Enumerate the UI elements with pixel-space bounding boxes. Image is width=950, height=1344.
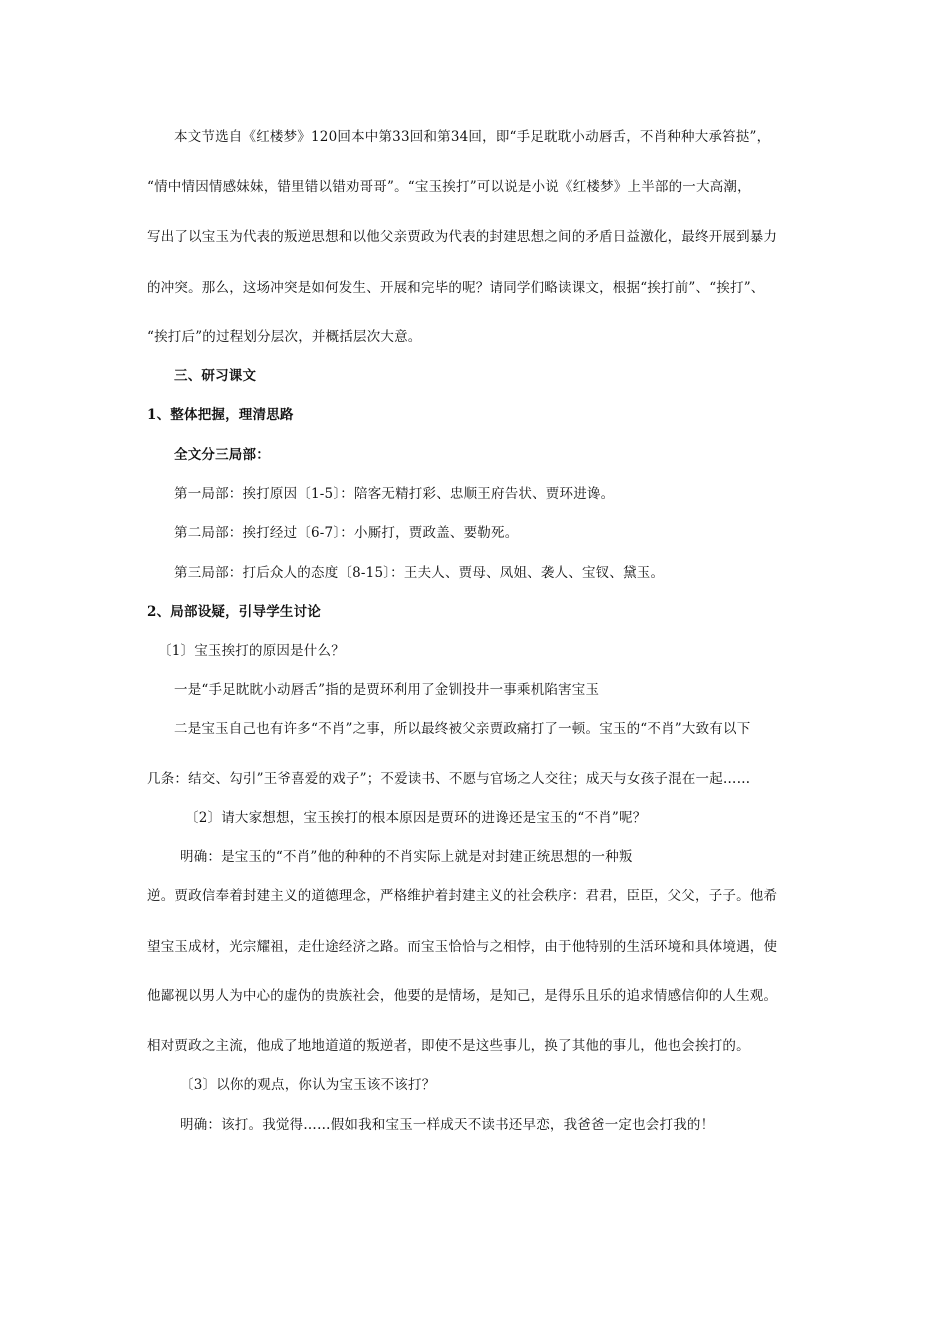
clarify-1-line-3: 望宝玉成材，光宗耀祖，走仕途经济之路。而宝玉恰恰与之相悖，由于他特别的生活环境和具体境遇，使 (147, 939, 778, 955)
clarify-1-line-2: 逆。贾政信奉着封建主义的道德理念，严格维护着封建主义的社会秩序：君君，臣臣，父父，子子。他希 (147, 888, 778, 904)
parts-heading: 全文分三局部： (174, 447, 270, 463)
clarify-2: 明确：该打。我觉得……假如我和宝玉一样成天不读书还早恋，我爸爸一定也会打我的！ (180, 1117, 715, 1133)
question-3: 〔3〕以你的观点，你认为宝玉该不该打？ (180, 1077, 436, 1093)
subheading-1: 1、整体把握，理清思路 (147, 407, 294, 423)
clarify-1-line-5: 相对贾政之主流，他成了地地道道的叛逆者，即使不是这些事儿，换了其他的事儿，他也会挨打的。 (147, 1038, 750, 1054)
section-heading-3: 三、研习课文 (174, 368, 257, 384)
part-3: 第三局部：打后众人的态度〔8-15〕：王夫人、贾母、凤姐、袭人、宝钗、黛玉。 (174, 565, 665, 581)
part-1: 第一局部：挨打原因〔1-5〕：陪客无精打彩、忠顺王府告状、贾环进谗。 (174, 486, 615, 502)
answer-1-line-2: 二是宝玉自己也有许多“不肖”之事，所以最终被父亲贾政痛打了一顿。宝玉的“不肖”大致有以下 (174, 721, 751, 737)
intro-line-5: “挨打后”的过程划分层次，并概括层次大意。 (147, 329, 422, 345)
answer-1-line-1: 一是“手足眈眈小动唇舌”指的是贾环利用了金钏投井一事乘机陷害宝玉 (174, 682, 600, 698)
intro-line-2: “情中情因情感妹妹，错里错以错劝哥哥”。“宝玉挨打”可以说是小说《红楼梦》上半部的一大高潮， (147, 179, 751, 195)
answer-1-line-3: 几条：结交、勾引”王爷喜爱的戏子”；不爱读书、不愿与官场之人交往；成天与女孩子混在一起…… (147, 771, 751, 787)
intro-line-3: 写出了以宝玉为代表的叛逆思想和以他父亲贾政为代表的封建思想之间的矛盾日益激化，最终开展到暴力 (147, 229, 778, 245)
question-2: 〔2〕请大家想想，宝玉挨打的根本原因是贾环的进谗还是宝玉的“不肖”呢？ (185, 810, 647, 826)
part-2: 第二局部：挨打经过〔6-7〕：小厮打，贾政盖、要勒死。 (174, 525, 519, 541)
subheading-2: 2、局部设疑，引导学生讨论 (147, 604, 321, 620)
question-1: 〔1〕宝玉挨打的原因是什么？ (158, 643, 345, 659)
intro-line-4: 的冲突。那么，这场冲突是如何发生、开展和完毕的呢？请同学们略读课文，根据“挨打前”、“挨打”、 (147, 280, 765, 296)
intro-line-1: 本文节选自《红楼梦》120回本中第33回和第34回，即“手足耽耽小动唇舌，不肖种种大承笞挞”， (174, 129, 771, 145)
clarify-1-line-4: 他鄙视以男人为中心的虚伪的贵族社会，他要的是情场，是知己，是得乐且乐的追求情感信仰的人生观。 (147, 988, 778, 1004)
clarify-1-line-1: 明确：是宝玉的“不肖”他的种种的不肖实际上就是对封建正统思想的一种叛 (180, 849, 633, 865)
